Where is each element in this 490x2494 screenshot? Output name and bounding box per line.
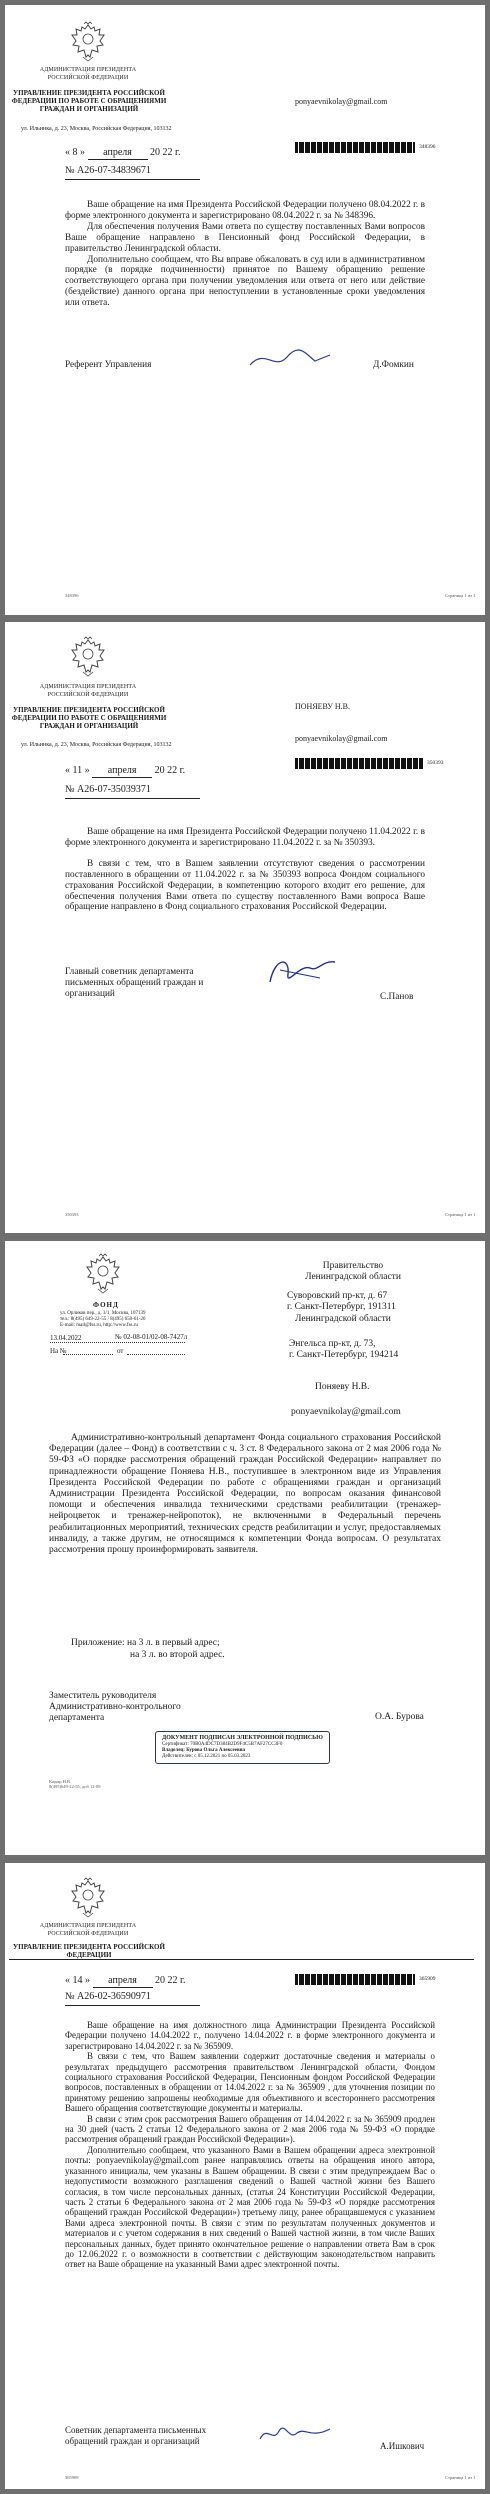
footer-executor: Кадыр Н.В. 8(495)649-22-55, доб.12-09 — [49, 1779, 101, 1789]
signer-name: О.А. Бурова — [375, 1712, 424, 1722]
letter-body: Ваше обращение на имя Президента Российской Федерации получено 11.04.2022 г. в форме электронного документа и зарегистрировано 11.04.2022 г. за № 350393. В связи с тем, что в Вашем заявлении отсутствуют сведения о рассмотрении поставленного в обращении от 11.04.2022 г. за № 350393 вопроса Фондом социального страхования Российской Федерации, в компетенцию которого входит его решение, для обеспечения получения Вами ответа по существу поставленного Вами вопроса Ваше обращение направлено в Фонд социального страхования Российской Федерации. — [65, 827, 425, 913]
reg-underline — [65, 2005, 200, 2006]
signer-name: С.Панов — [380, 992, 414, 1002]
barcode-number: 348396 — [419, 144, 436, 150]
outgoing-number: № 02-08-01/02-08-7427л — [115, 1333, 188, 1341]
letter-date: « 14 » апреля 20 22 г. — [65, 1975, 186, 1986]
stamp-validity: Действителен: с 05.12.2021 по 05.03.2023 — [162, 1754, 251, 1759]
footer-page-count: Страница 1 из 1 — [445, 593, 476, 598]
addressee-1: Правительство Ленинградской области — [305, 1261, 401, 1282]
recipient-email: ponyaevnikolay@gmail.com — [295, 97, 388, 106]
barcode — [295, 758, 423, 769]
barcode-number: 365909 — [419, 1976, 436, 1982]
fund-name: ФОНД — [93, 1301, 119, 1309]
org-department-name: УПРАВЛЕНИЕ ПРЕЗИДЕНТА РОССИЙСКОЙ ФЕДЕРАЦИИ ПО РАБОТЕ С ОБРАЩЕНИЯМИ ГРАЖДАН И ОРГАНИЗАЦИЙ — [11, 89, 167, 114]
org-admin-name: АДМИНИСТРАЦИЯ ПРЕЗИДЕНТА РОССИЙСКОЙ ФЕДЕРАЦИИ — [39, 67, 137, 81]
footer-page-count: Страница 1 из 1 — [445, 1212, 476, 1217]
letter-body: Административно-контрольный департамент Фонда социального страхования Российской Федерации (далее – Фонд) в соответствии с ч. 3 ст. 8 Федерального закона от 2 мая 2006 года № 59-ФЗ «О порядке рассмотрения обращений граждан Российской Федерации» направляет по принадлежности обращение Поняева Н.В., поступившее в электронном виде из Управления Президента Российской Федерации по работе с обращениями граждан и организаций Администрации Президента Российской Федерации, по вопросам оказания финансовой помощи и обеспечения инвалида техническими средствами реабилитации (тренажер-нейроцветок и тренажер-нейропоток), не включенными в Федеральный перечень реабилитационных мероприятий, технических средств реабилитации и услуг, предоставляемых инвалиду, а также другим, не относящимся к компетенции Фонда вопросам. О результатах рассмотрения прошу проинформировать заявителя. — [49, 1433, 441, 1556]
letter-page-3 — [5, 1241, 485, 1855]
reg-underline — [65, 798, 200, 799]
reply-date-underline — [127, 1354, 185, 1355]
reply-from-label: от — [117, 1347, 124, 1355]
org-department-name: УПРАВЛЕНИЕ ПРЕЗИДЕНТА РОССИЙСКОЙ ФЕДЕРАЦИИ — [13, 1943, 165, 1960]
state-emblem-icon — [68, 1877, 108, 1919]
registration-number: № А26-02-36590971 — [65, 1991, 151, 2002]
footer-doc-number: 350393 — [65, 1212, 79, 1217]
header-rule — [9, 1959, 474, 1960]
state-emblem-icon — [68, 21, 108, 63]
letter-page-2 — [5, 622, 485, 1233]
letter-date: « 11 » апреля 20 22 г. — [65, 765, 186, 776]
signer-position: Главный советник департамента письменных обращений граждан и организаций — [65, 967, 204, 999]
barcode-number: 350393 — [427, 760, 444, 766]
addressee-2: Ленинградской области — [295, 1314, 391, 1324]
attachment-line-2: на 3 л. во второй адрес. — [130, 1650, 225, 1660]
out-underline — [50, 1342, 185, 1343]
signature-icon — [245, 343, 335, 373]
letter-page-1 — [5, 5, 485, 615]
recipient-email: ponyaevnikolay@gmail.com — [295, 734, 388, 743]
signer-name: А.Ишкович — [380, 2441, 425, 2451]
barcode — [295, 142, 415, 153]
stamp-owner: Владелец: Бурова Ольга Алексеевна — [162, 1748, 246, 1753]
barcode — [295, 1974, 415, 1985]
electronic-signature-stamp — [155, 1731, 330, 1764]
registration-number: № А26-07-35039371 — [65, 784, 151, 795]
state-emblem-icon — [83, 1253, 123, 1295]
letter-page-4 — [5, 1863, 485, 2489]
reg-underline — [65, 179, 200, 180]
signature-icon — [260, 952, 340, 990]
reply-number-underline — [63, 1354, 113, 1355]
org-admin-name: АДМИНИСТРАЦИЯ ПРЕЗИДЕНТА РОССИЙСКОЙ ФЕДЕРАЦИИ — [39, 1923, 137, 1937]
footer-doc-number: 365909 — [65, 2475, 79, 2480]
recipient-email: ponyaevnikolay@gmail.com — [291, 1407, 401, 1417]
signer-position: Заместитель руководителя Административно-контрольного департамента — [49, 1691, 181, 1723]
org-address: ул. Ильинка, д. 23, Москва, Российская Федерация, 103132 — [21, 126, 172, 132]
fund-address: ул. Орликов пер., д. 3/1, Москва, 107139 тел.: 8(495) 649-22-55 / 8(495) 650-61-20 E-mail: mail@fss.ru, http://www.fss.ru — [60, 1311, 146, 1328]
reply-to-number-label: На № — [50, 1347, 67, 1355]
signer-name: Д.Фомкин — [373, 360, 414, 370]
stamp-title: ДОКУМЕНТ ПОДПИСАН ЭЛЕКТРОННОЙ ПОДПИСЬЮ — [162, 1735, 323, 1741]
registration-number: № А26-07-34839671 — [65, 165, 151, 176]
signer-position: Советник департамента письменных обращений граждан и организаций — [65, 2425, 207, 2446]
addressee-2-address: Энгельса пр-кт, д. 73, г. Санкт-Петербург, 194214 — [289, 1339, 399, 1360]
footer-page-count: Страница 1 из 1 — [445, 2475, 476, 2480]
outgoing-date: 13.04.2022 — [50, 1334, 82, 1342]
addressee-1-address: Суворовский пр-кт, д. 67 г. Санкт-Петербург, 191311 — [287, 1291, 396, 1312]
recipient-name: ПОНЯЕВУ Н.В. — [295, 702, 351, 711]
org-department-name: УПРАВЛЕНИЕ ПРЕЗИДЕНТА РОССИЙСКОЙ ФЕДЕРАЦИИ ПО РАБОТЕ С ОБРАЩЕНИЯМИ ГРАЖДАН И ОРГАНИЗАЦИЙ — [11, 706, 167, 731]
attachment-line-1: Приложение: на 3 л. в первый адрес; — [71, 1638, 220, 1648]
org-admin-name: АДМИНИСТРАЦИЯ ПРЕЗИДЕНТА РОССИЙСКОЙ ФЕДЕРАЦИИ — [39, 684, 137, 698]
letter-body: Ваше обращение на имя Президента Российской Федерации получено 08.04.2022 г. в форме электронного документа и зарегистрировано 08.04.2022 г. за № 348396. Для обеспечения получения Вами ответа по существу поставленных Вами вопросов Ваше обращение направлено в Пенсионный фонд Российской Федерации, в правительство Ленинградской области. Дополнительно сообщаем, что Вы вправе обжаловать в суд или в административном порядке (в порядке подчиненности) принятое по Вашему обращению решение соответствующего органа при получении уведомления или ответа от него или действие (бездействие) данного органа при непоступлении в установленные сроки уведомления или ответа. — [65, 200, 425, 309]
recipient-name: Поняеву Н.В. — [315, 1382, 370, 1392]
signer-position: Референт Управления — [65, 360, 152, 370]
stamp-certificate: Сертификат: 70B0A4DC7D384B2D9F4C5B7AF27CC3F0 — [162, 1742, 283, 1747]
letter-body: Ваше обращение на имя должностного лица Администрации Президента Российской Федерации получено 14.04.2022 г., получено 14.04.2022 г. в форме электронного документа и зарегистрировано 14.04.2022 г. за № 365909. В связи с тем, что Вашем заявлении содержит достаточные сведения и материалы о результатах предыдущего рассмотрения правительством Ленинградской области, Фондом социального страхования Российской Федерации, Пенсионным фондом Российской Федерации вопросов, поставленных в обращении от 14.04.2022 г. за № 365909 , для уточнения позиции по принятому решению запрошены необходимые для объективного и всестороннего рассмотрения Вашего обращения соответствующие документы и материалы. В связи с этим срок рассмотрения Вашего обращения от 14.04.2022 г. за № 365909 продлен на 30 дней (часть 2 статьи 12 Федерального закона от 2 мая 2006 года № 59-ФЗ «О порядке рассмотрения обращений граждан Российской Федерации»). Дополнительно сообщаем, что указанного Вами в Вашем обращении адреса электронной почты: ponyaevnikolay@gmail.com ранее направлялись ответы на обращения иного автора, указанного инициалы, чем указаны в Вашем обращении. В связи с этим предупреждаем Вас о недопустимости возможного разглашения сведений о Вашей частной жизни без Вашего согласия, в том числе персональных данных, (статья 24 Конституции Российской Федерации, часть 2 статьи 6 Федерального закона от 2 мая 2006 года № 59-ФЗ «О порядке рассмотрения обращений граждан Российской Федерации») третьему лицу, ранее обращавшемуся с указанием Вами адреса электронной почты. В связи с этим по результатам полученных документов и материалов и с учетом содержания в них сведений о Вашей частной жизни, в том числе Ваших персональных данных, будет принято окончательное решение о направлении ответа Вам в срок до 12.06.2022 г. о возможности в соответствии с действующим законодательством направить ответ на Ваше обращение на указанный Вами адрес электронной почты. — [65, 2020, 435, 2270]
state-emblem-icon — [68, 636, 108, 678]
org-address: ул. Ильинка, д. 23, Москва, Российская Федерация, 103132 — [21, 742, 172, 748]
signature-icon — [255, 2419, 335, 2449]
letter-date: « 8 » апреля 20 22 г. — [65, 147, 181, 158]
footer-doc-number: 348396 — [65, 593, 79, 598]
